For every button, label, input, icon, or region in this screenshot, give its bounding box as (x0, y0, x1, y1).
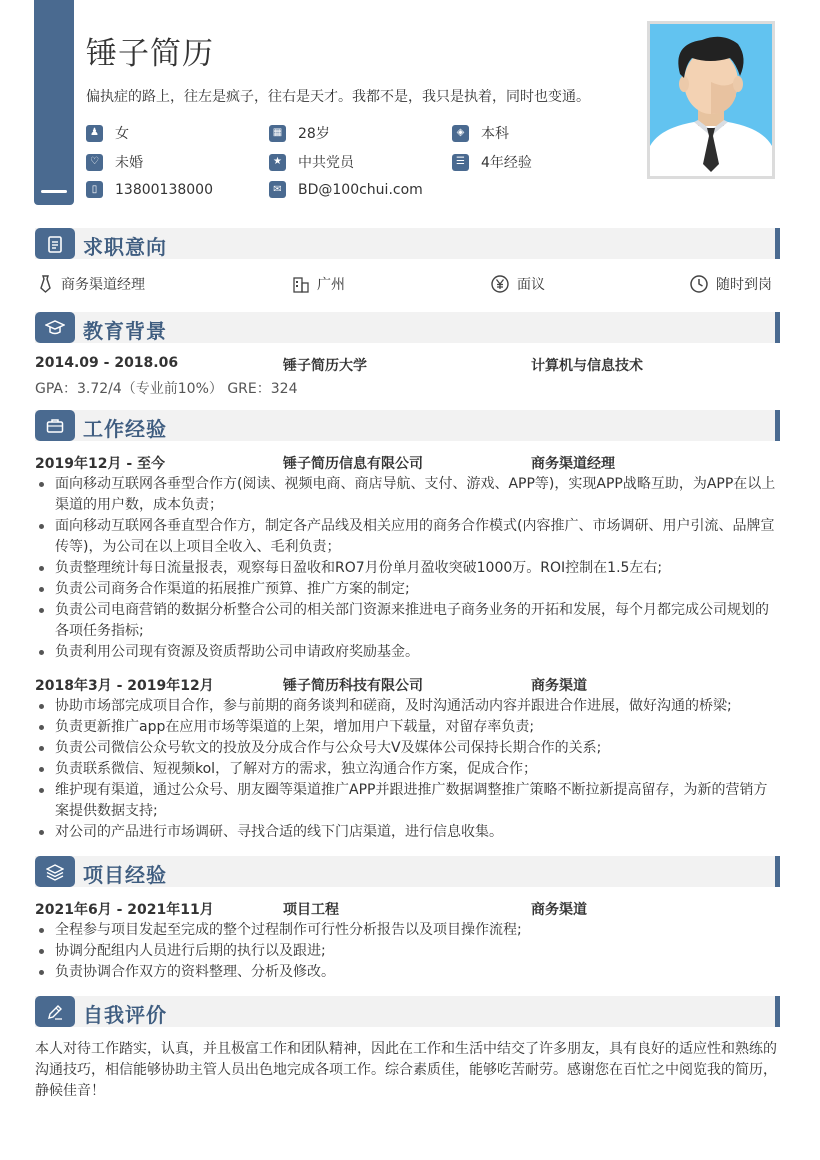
info-degree: ◈ 本科 (452, 123, 509, 143)
tie-icon (38, 275, 53, 293)
yen-icon (491, 275, 509, 293)
section-header-education (35, 312, 780, 343)
header-accent-bar (34, 0, 74, 205)
section-title: 求职意向 (83, 235, 167, 259)
education-school: 锤子简历大学 (283, 358, 367, 374)
heart-icon: ♡ (86, 154, 103, 171)
info-politics: ★ 中共党员 (269, 152, 354, 172)
profile-photo (647, 21, 775, 179)
work-company: 锤子简历科技有限公司 (283, 678, 423, 694)
section-header-intent (35, 228, 780, 259)
party-emblem-icon: ★ (269, 154, 286, 171)
list-item: 负责协调合作双方的资料整理、分析及修改。 (35, 962, 780, 983)
section-header-self (35, 996, 780, 1027)
building-icon (293, 276, 309, 293)
list-item: 负责更新推广app在应用市场等渠道的上架，增加用户下载量，对留存率负责; (35, 717, 780, 738)
section-header-project (35, 856, 780, 887)
work-period: 2019年12月 - 至今 (35, 456, 166, 472)
gender-icon: ♟ (86, 125, 103, 142)
self-evaluation: 本人对待工作踏实，认真，并且极富工作和团队精神，因此在工作和生活中结交了许多朋友，具有良好的适应性和熟练的沟通技巧，相信能够协助主管人员出色地完成各项工作。综合素质佳，能够吃苦耐劳。感谢您在百忙之中阅览我的简历，静候佳音！ (35, 1041, 777, 1099)
resume-name: 锤子简历 (86, 36, 214, 72)
education-period: 2014.09 - 2018.06 (35, 355, 179, 371)
section-header-work (35, 410, 780, 441)
list-item: 负责联系微信、短视频kol，了解对方的需求，独立沟通合作方案，促成合作； (35, 759, 780, 780)
calendar-icon: ▦ (269, 125, 286, 142)
list-item: 对公司的产品进行市场调研、寻找合适的线下门店渠道，进行信息收集。 (35, 822, 780, 843)
section-title: 教育背景 (83, 319, 167, 343)
list-item: 负责公司商务合作渠道的拓展推广预算、推广方案的制定; (35, 579, 780, 600)
list-item: 协助市场部完成项目合作，参与前期的商务谈判和磋商，及时沟通活动内容并跟进合作进展，做好沟通的桥梁; (35, 696, 780, 717)
graduation-cap-icon: ◈ (452, 125, 469, 142)
info-marital: ♡ 未婚 (86, 152, 143, 172)
intent-position: 商务渠道经理 (38, 274, 145, 294)
phone-icon: ▯ (86, 181, 103, 198)
intent-city: 广州 (293, 274, 345, 294)
list-item: 负责公司微信公众号软文的投放及分成合作与公众号大V及媒体公司保持长期合作的关系; (35, 738, 780, 759)
graduation-cap-icon (35, 312, 75, 343)
education-detail: GPA：3.72/4（专业前10%） GRE：324 (35, 381, 298, 397)
education-major: 计算机与信息技术 (531, 358, 643, 374)
info-gender: ♟ 女 (86, 123, 129, 143)
list-item: 面向移动互联网各垂直型合作方，制定各产品线及相关应用的商务合作模式(内容推广、市场调研、用户引流、品牌宣传等)，为公司在以上项目全收入、毛利负责； (35, 516, 780, 558)
section-title: 工作经验 (83, 417, 167, 441)
project-name: 项目工程 (283, 902, 339, 918)
work-duties-1 (35, 474, 780, 663)
info-phone: ▯ 13800138000 (86, 181, 213, 198)
clipboard-icon (35, 228, 75, 259)
section-title: 项目经验 (83, 863, 167, 887)
avatar-illustration (650, 24, 772, 176)
briefcase-icon (35, 410, 75, 441)
work-role: 商务渠道 (531, 678, 587, 694)
info-experience: ☰ 4年经验 (452, 152, 532, 172)
accent-dash (41, 190, 67, 193)
section-title: 自我评价 (83, 1003, 167, 1027)
motto: 偏执症的路上，往左是疯子，往右是天才。我都不是，我只是执着，同时也变通。 (86, 89, 590, 105)
project-duties (35, 920, 780, 983)
list-item: 协调分配组内人员进行后期的执行以及跟进; (35, 941, 780, 962)
list-item: 负责整理统计每日流量报表，观察每日盈收和RO7月份单月盈收突破1000万。ROI控制在1.5左右; (35, 558, 780, 579)
work-duties-2 (35, 696, 780, 843)
project-role: 商务渠道 (531, 902, 587, 918)
work-role: 商务渠道经理 (531, 456, 615, 472)
layers-icon (35, 856, 75, 887)
list-item: 维护现有渠道，通过公众号、朋友圈等渠道推广APP并跟进推广数据调整推广策略不断拉新提高留存，为新的营销方案提供数据支持; (35, 780, 780, 822)
mail-icon: ✉ (269, 181, 286, 198)
work-period: 2018年3月 - 2019年12月 (35, 678, 214, 694)
info-email: ✉ BD@100chui.com (269, 181, 423, 198)
project-period: 2021年6月 - 2021年11月 (35, 902, 214, 918)
intent-availability: 随时到岗 (690, 274, 772, 294)
list-item: 面向移动互联网各垂型合作方(阅读、视频电商、商店导航、支付、游戏、APP等)，实现APP战略互助，为APP在以上渠道的用户数，成本负责； (35, 474, 780, 516)
clock-icon (690, 275, 708, 293)
document-icon: ☰ (452, 154, 469, 171)
pen-icon (35, 996, 75, 1027)
list-item: 负责公司电商营销的数据分析整合公司的相关部门资源来推进电子商务业务的开拓和发展，每个月都完成公司规划的各项任务指标; (35, 600, 780, 642)
intent-salary: 面议 (491, 274, 545, 294)
list-item: 负责利用公司现有资源及资质帮助公司申请政府奖励基金。 (35, 642, 780, 663)
info-age: ▦ 28岁 (269, 123, 330, 143)
work-company: 锤子简历信息有限公司 (283, 456, 423, 472)
list-item: 全程参与项目发起至完成的整个过程制作可行性分析报告以及项目操作流程; (35, 920, 780, 941)
